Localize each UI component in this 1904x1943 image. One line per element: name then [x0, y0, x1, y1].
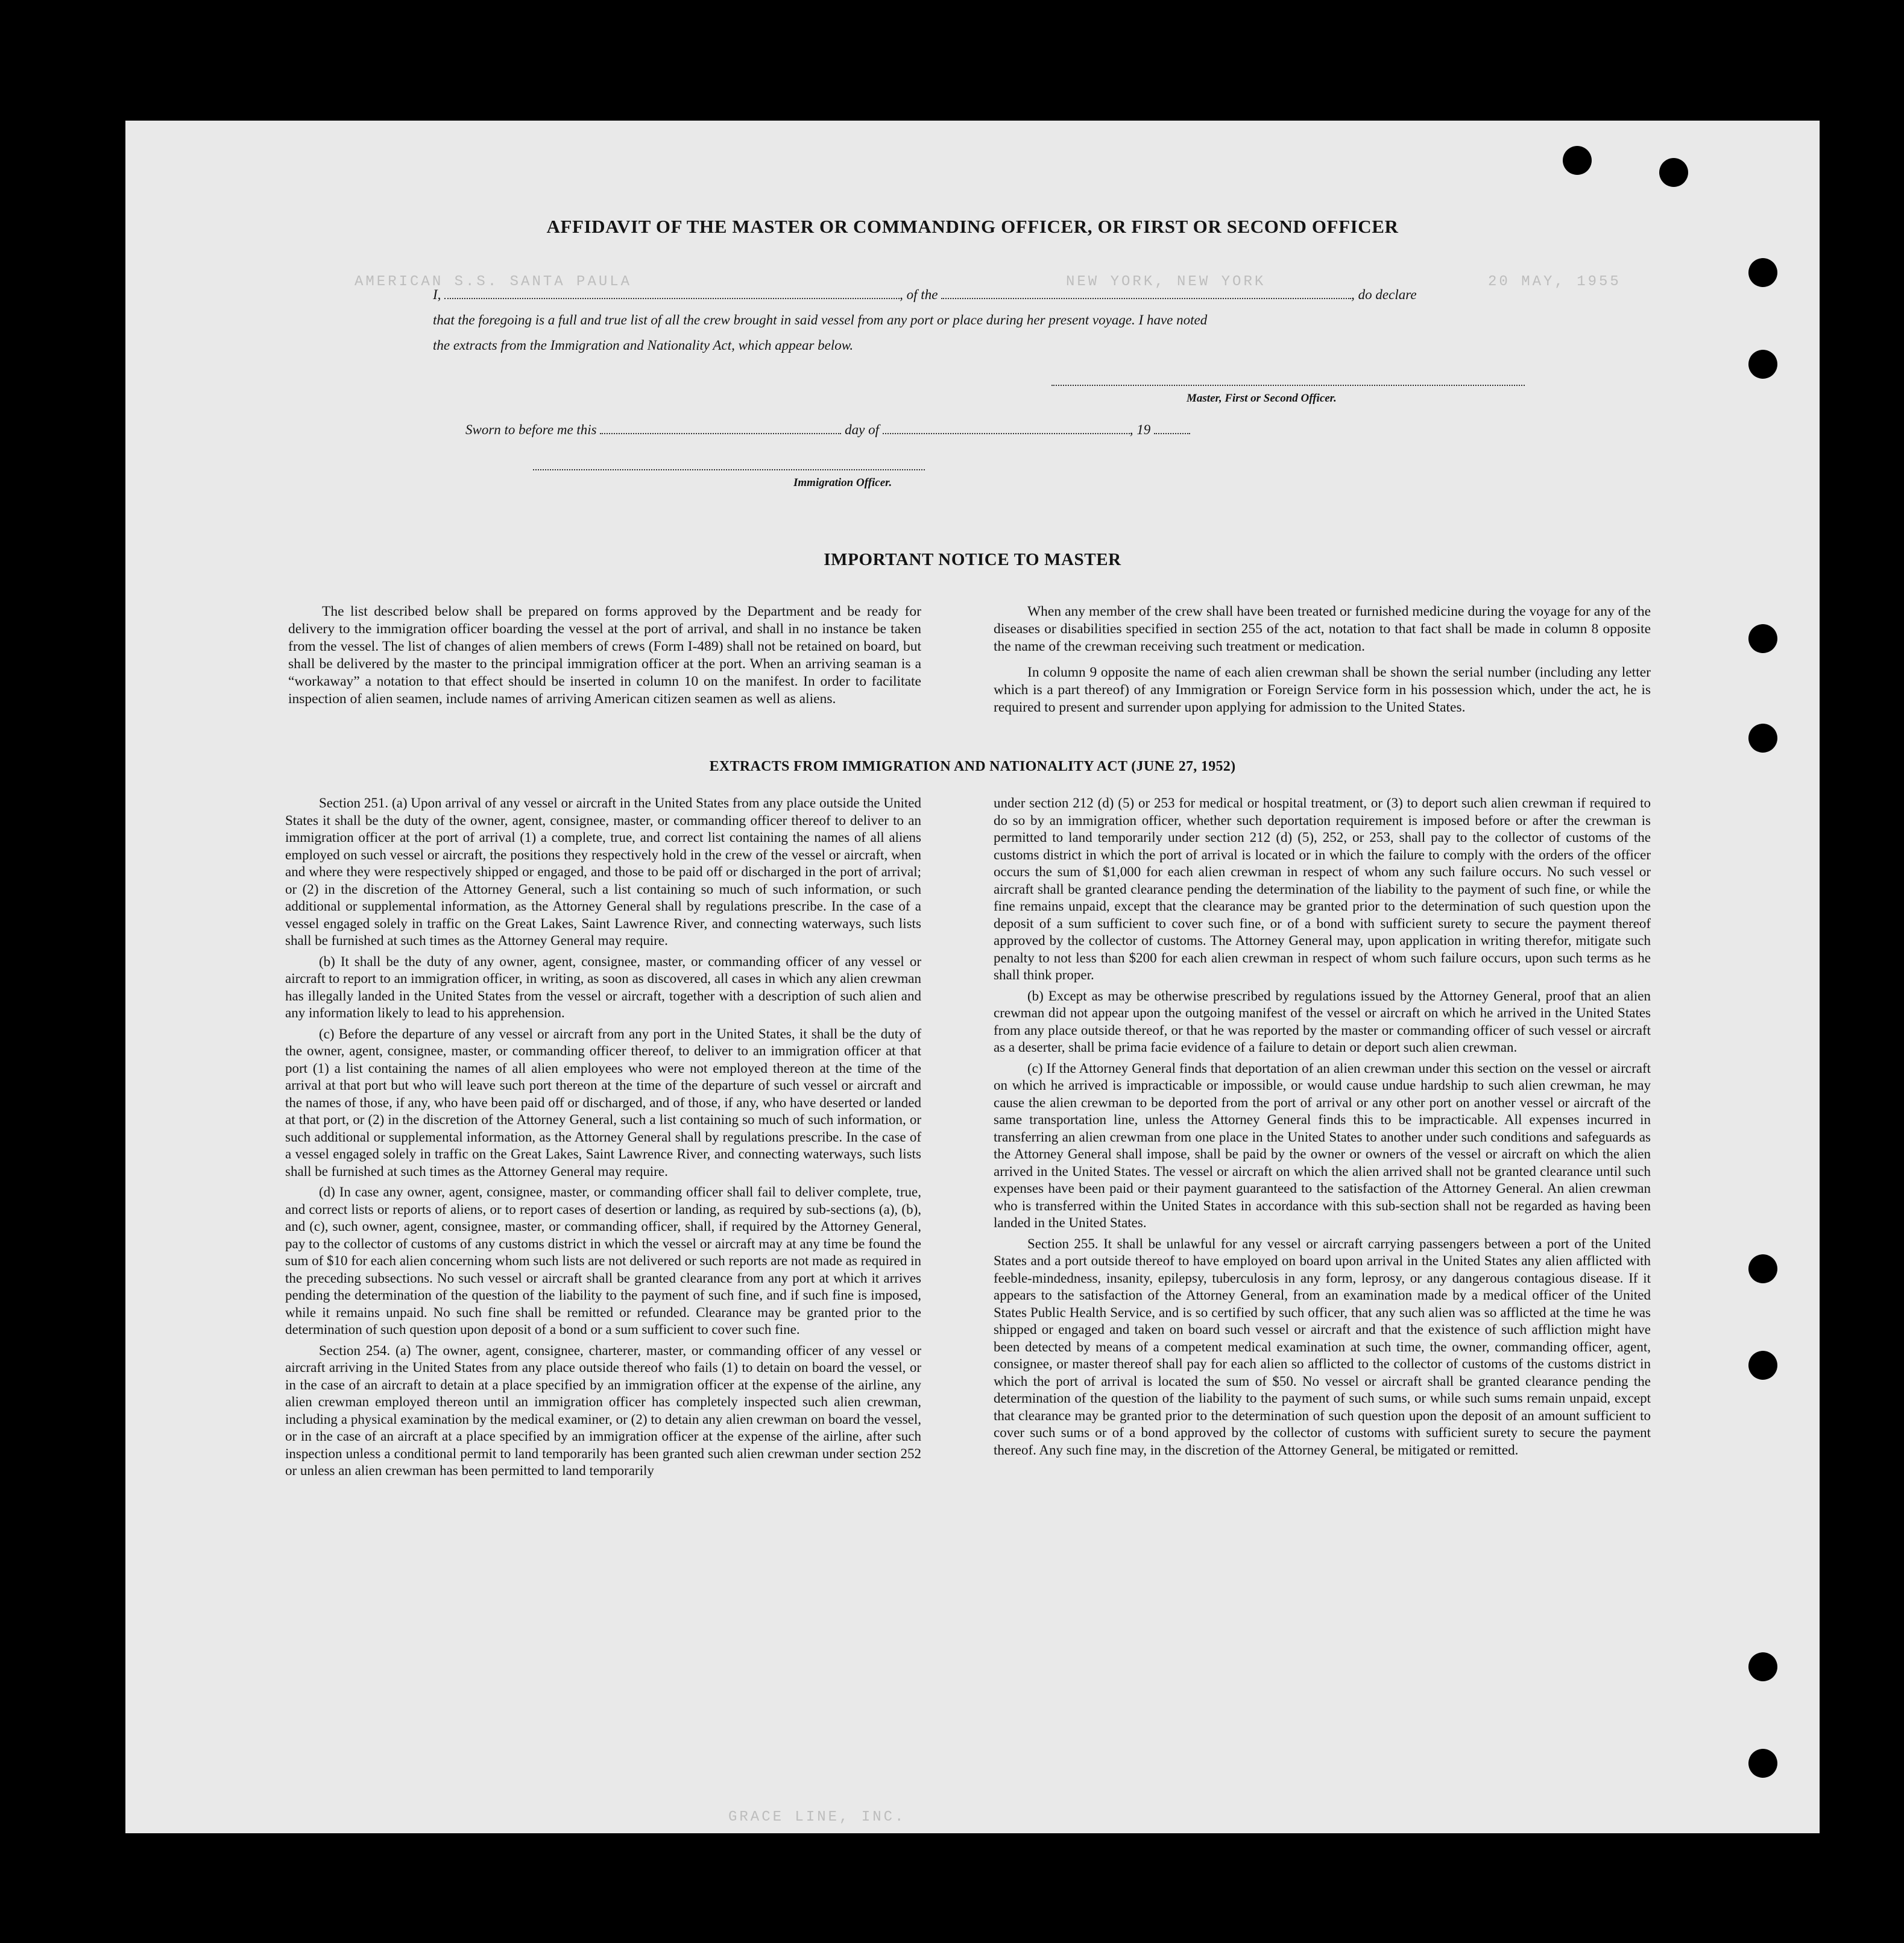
- extracts-left-column: [285, 795, 921, 1483]
- year-label: , 19: [1129, 422, 1151, 437]
- section-255: Section 255. It shall be unlawful for any vessel or aircraft carrying passengers between a port of the United States and a port outside thereof to have employed on board upon arrival in the United States any alien afflicted with feeble-mindedness, insanity, epilepsy, tuberculosis in any form, leprosy, or any dangerous contagious disease. If it appears to the satisfaction of the Attorney General, from an examination made by a medical officer of the United States Public Health Service, and is so certified by such officer, that any such alien was so afflicted at the time he was shipped or engaged and taken on board such vessel or aircraft and that the existence of such affliction might have been detected by means of a competent medical examination at such time, the owner, commanding officer, agent, consignee, or master thereof shall pay for each alien so afflicted to the collector of customs of the customs district in which the port of arrival is located the sum of $50. No vessel or aircraft shall be granted clearance pending the determination of the question of the liability to the payment of such sums, or while such sums remain unpaid, except that clearance may be granted prior to the determination of such question upon the deposit of an amount sufficient to cover such sums or of a bond approved by the collector of customs with sufficient surety to secure the payment thereof. Any such fine may, in the discretion of the Attorney General, be mitigated or remitted.: [994, 1236, 1651, 1458]
- vessel-blank: [941, 287, 1351, 299]
- sworn-year-blank: [1154, 422, 1190, 434]
- punch-hole: [1563, 146, 1592, 175]
- section-251-b: (b) It shall be the duty of any owner, agent, consignee, master, or commanding officer of any vessel or aircraft to report to an immigration officer, in writing, as soon as discovered, all cases in which any alien crewman has illegally landed in the United States from the vessel or aircraft, together with a description of such alien and any information likely to lead to his apprehension.: [285, 953, 921, 1020]
- declare-label: , do declare: [1351, 287, 1417, 302]
- punch-hole: [1748, 1254, 1777, 1283]
- notice-left-paragraph: The list described below shall be prepared on forms approved by the Department and be ready for delivery to the immigration officer boarding the vessel at the port of arrival, and shall in no instance be taken from the vessel. The list of changes of alien members of crews (Form I-489) shall not be retained on board, but shall be delivered by the master to the principal immigration officer at the port. When an arriving seaman is a “workaway” a notation to that effect should be inserted in column 10 on the manifest. In order to facilitate inspection of alien seamen, include names of arriving American citizen seamen as well as aliens.: [288, 604, 921, 707]
- of-the-label: , of the: [900, 287, 938, 302]
- sworn-label: Sworn to before me this: [465, 422, 597, 437]
- notice-right-column: [994, 603, 1651, 720]
- punch-hole: [1659, 158, 1688, 187]
- extracts-right-column: [994, 795, 1651, 1462]
- sworn-line: [465, 422, 1190, 438]
- notice-right-paragraph-1: When any member of the crew shall have been treated or furnished medicine during the voyage for any of the diseases or disabilities specified in section 255 of the act, notation to that fact shall be made in column 8 opposite the name of the crewman receiving such treatment or medication.: [994, 604, 1651, 654]
- punch-hole: [1748, 1652, 1777, 1681]
- sworn-month-blank: [883, 422, 1130, 434]
- master-signature-line: [1051, 385, 1525, 386]
- punch-hole: [1748, 1351, 1777, 1380]
- bleed-through-port: NEW YORK, NEW YORK: [1066, 274, 1266, 290]
- notice-title: IMPORTANT NOTICE TO MASTER: [824, 550, 1121, 569]
- name-blank: [444, 287, 900, 299]
- affidavit-title: AFFIDAVIT OF THE MASTER OR COMMANDING OFFICER, OR FIRST OR SECOND OFFICER: [546, 216, 1399, 237]
- punch-hole: [1748, 350, 1777, 379]
- immigration-officer-label: Immigration Officer.: [793, 476, 892, 489]
- bleed-through-date: 20 MAY, 1955: [1488, 274, 1621, 290]
- punch-hole: [1748, 624, 1777, 653]
- section-251-a: Section 251. (a) Upon arrival of any vessel or aircraft in the United States from any place outside the United States it shall be the duty of the owner, agent, consignee, master, or commanding officer thereof to deliver to an immigration officer at the port of arrival (1) a complete, true, and correct list containing the names of all aliens employed on such vessel or aircraft, the positions they respectively hold in the crew of the vessel or aircraft, when and where they were respectively shipped or engaged, and those to be paid off or discharged in the port of arrival; or (2) in the discretion of the Attorney General, such a list containing so much of such information, or such additional or supplemental information, as the Attorney General shall by regulations prescribe. In the case of a vessel engaged solely in traffic on the Great Lakes, Saint Lawrence River, and connecting waterways, such lists shall be furnished at such times as the Attorney General may require.: [285, 795, 921, 948]
- section-251-d: (d) In case any owner, agent, consignee, master, or commanding officer shall fail to deliver complete, true, and correct lists or reports of aliens, or to report cases of desertion or landing, as required by sub-sections (a), (b), and (c), such owner, agent, consignee, master, or commanding officer, shall, if required by the Attorney General, pay to the collector of customs of any customs district in which the vessel or aircraft may at any time be found the sum of $10 for each alien concerning whom such lists are not delivered or such reports are not made as required in the preceding subsections. No such vessel or aircraft shall be granted clearance from any port at which it arrives pending the determination of the question of the liability to the payment of such fine, and if such fine is imposed, while it remains unpaid. No such fine shall be remitted or refunded. Clearance may be granted prior to the determination of such question upon deposit of a bond or a sum sufficient to cover such fine.: [285, 1184, 921, 1337]
- section-251-c: (c) Before the departure of any vessel or aircraft from any port in the United States, it shall be the duty of the owner, agent, consignee, master, or commanding officer thereof, to deliver to an immigration officer at that port (1) a list containing the names of all alien employees who were not employed thereon at the time of the arrival at that port but who will leave such port thereon at the time of the departure of such vessel or aircraft and the names of those, if any, who have been paid off or discharged, and of those, if any, who have deserted or landed at that port, or (2) in the discretion of the Attorney General, such a list containing so much of such information, or such additional or supplemental information, as the Attorney General shall by regulations prescribe. In the case of a vessel engaged solely in traffic on the Great Lakes, Saint Lawrence River, and connecting waterways, such lists shall be furnished at such times as the Attorney General may require.: [285, 1026, 921, 1179]
- notice-right-paragraph-2: In column 9 opposite the name of each alien crewman shall be shown the serial number (including any letter which is a part thereof) of any Immigration or Foreign Service form in his possession which, under the act, he is required to present and surrender upon applying for admission to the United States.: [994, 665, 1651, 715]
- affidavit-statement-1: that the foregoing is a full and true list of all the crew brought in said vessel from any port or place during her present voyage. I have noted: [433, 312, 1208, 327]
- affidavit-page: [125, 121, 1820, 1833]
- section-254-b: (b) Except as may be otherwise prescribed by regulations issued by the Attorney General, proof that an alien crewman did not appear upon the outgoing manifest of the vessel or aircraft on which he arrived in the United States from any place outside thereof, or that he was reported by the master or commanding officer of such vessel or aircraft as a deserter, shall be prima facie evidence of a failure to detain or deport such alien crewman.: [994, 988, 1651, 1055]
- affidavit-statement-2: the extracts from the Immigration and Nationality Act, which appear below.: [433, 338, 854, 353]
- immigration-officer-signature-line: [533, 469, 925, 470]
- punch-hole: [1748, 1749, 1777, 1778]
- affidavit-i-label: I,: [433, 287, 441, 302]
- punch-hole: [1748, 724, 1777, 753]
- day-of-label: day of: [845, 422, 879, 437]
- section-254-c: (c) If the Attorney General finds that deportation of an alien crewman under this section on the vessel or aircraft on which he arrived is impracticable or impossible, or would cause undue hardship to such alien crewman, he may cause the alien crewman to be deported from the port of arrival or any other port on another vessel or aircraft of the same transportation line, unless the Attorney General finds this to be impracticable. All expenses incurred in transferring an alien crewman from one place in the United States to another under such conditions and safeguards as the Attorney General shall impose, shall be paid by the owner or owners of the vessel or aircraft on which the alien arrived in the United States. The vessel or aircraft on which the alien arrived shall not be granted clearance until such expenses have been paid or their payment guaranteed to the satisfaction of the Attorney General. An alien crewman who is transferred within the United States in accordance with this sub-section shall not be regarded as having been landed in the United States.: [994, 1060, 1651, 1230]
- section-254-a: Section 254. (a) The owner, agent, consignee, charterer, master, or commanding officer of any vessel or aircraft arriving in the United States from any place outside thereof who fails (1) to detain on board the vessel, or in the case of an aircraft to detain at a place specified by an immigration officer at the expense of the airline, any alien crewman employed thereon until an immigration officer has completely inspected such alien crewman, including a physical examination by the medical examiner, or (2) to detain any alien crewman on board the vessel, or in the case of an aircraft at a place specified by an immigration officer at the expense of the airline, after such inspection unless a conditional permit to land temporarily has been granted such alien crewman under section 252 or unless an alien crewman has been permitted to land temporarily: [285, 1342, 921, 1478]
- master-signature-label: Master, First or Second Officer.: [1187, 392, 1337, 405]
- punch-hole: [1748, 258, 1777, 287]
- affidavit-declaration-line: [433, 287, 1417, 303]
- section-254-a-continued: under section 212 (d) (5) or 253 for medical or hospital treatment, or (3) to deport such alien crewman if required to do so by an immigration officer, whether such deportation requirement is imposed before or after the crewman is permitted to land temporarily under section 212 (d) (5), 252, or 253, shall pay to the collector of customs of the customs district in which the port of arrival is located or in which the failure to comply with the orders of the officer occurs the sum of $1,000 for each alien crewman in respect of whom any such failure occurs. No such vessel or aircraft shall be granted clearance pending the determination of the liability to the payment of such fine, or while the fine remains unpaid, except that the clearance may be granted prior to the determination of such question upon the deposit of a sum sufficient to cover such fine, or of a bond with sufficient surety to secure the payment thereof approved by the collector of customs. The Attorney General may, upon application in writing therefor, mitigate such penalty to not less than $200 for each alien crewman in respect of whom such failure occurs, upon such terms as he shall think proper.: [994, 795, 1651, 982]
- bleed-through-line: GRACE LINE, INC.: [728, 1809, 906, 1825]
- notice-left-column: [288, 603, 921, 712]
- bleed-through-vessel: AMERICAN S.S. SANTA PAULA: [355, 274, 632, 290]
- extracts-title: EXTRACTS FROM IMMIGRATION AND NATIONALITY ACT (JUNE 27, 1952): [709, 759, 1236, 774]
- sworn-day-blank: [600, 422, 841, 434]
